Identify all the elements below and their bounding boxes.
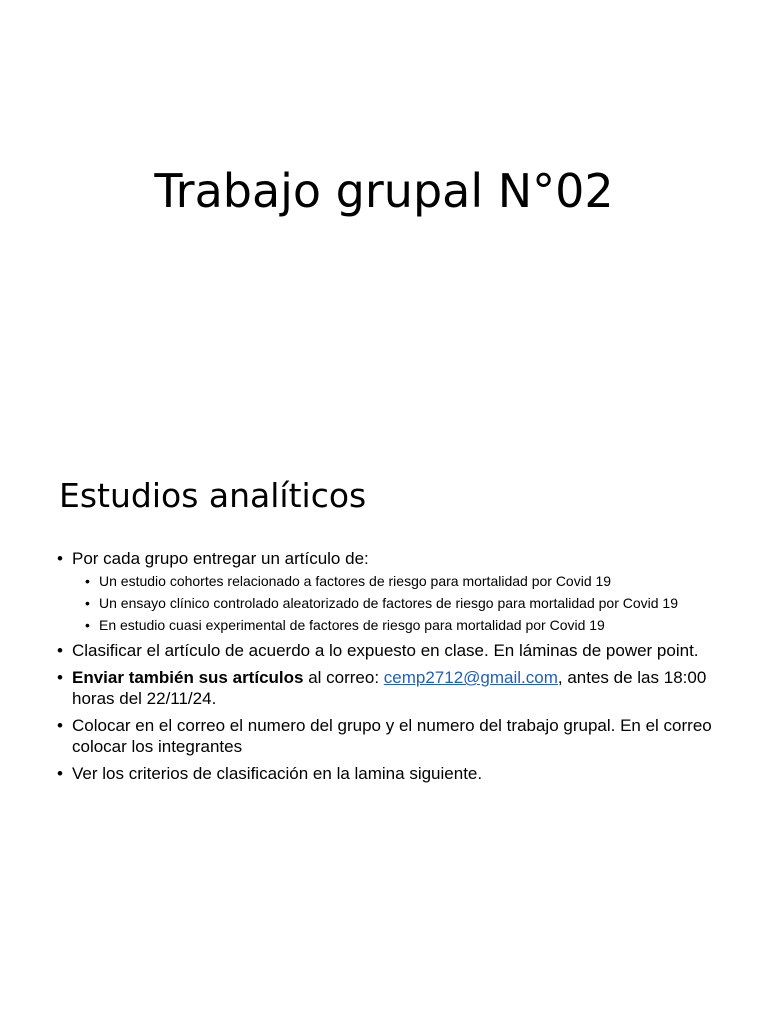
sub-bullet-list — [72, 572, 716, 634]
bullet-list — [56, 548, 716, 784]
sub-bullet-item-2: • Un ensayo clínico controlado aleatorizado de factores de riesgo para mortalidad por Covid 19 — [83, 594, 716, 612]
bullet-text: Por cada grupo entregar un artículo de: — [72, 549, 369, 568]
email-link[interactable]: cemp2712@gmail.com — [383, 668, 558, 687]
bullet-item-4: • Colocar en el correo el numero del grupo y el numero del trabajo grupal. En el correo colocar los integrantes — [56, 715, 716, 757]
slide-1-title: Trabajo grupal N°02 — [154, 164, 614, 218]
bullet-item-1 — [56, 548, 716, 634]
bullet-text: , antes de las 18:00 horas del 22/11/24. — [72, 668, 707, 708]
slide-1 — [0, 0, 768, 384]
bullet-item-2: • Clasificar el artículo de acuerdo a lo expuesto en clase. En láminas de power point. — [56, 640, 716, 661]
bold-text: Enviar también sus artículos — [72, 668, 304, 687]
sub-bullet-item-1: • Un estudio cohortes relacionado a factores de riesgo para mortalidad por Covid 19 — [83, 572, 716, 590]
bullet-item-5: • Ver los criterios de clasificación en la lamina siguiente. — [56, 763, 716, 784]
bullet-item-3 — [56, 667, 716, 709]
slide-2-content — [56, 548, 716, 790]
slide-2-title: Estudios analíticos — [59, 476, 367, 515]
sub-bullet-item-3: • En estudio cuasi experimental de factores de riesgo para mortalidad por Covid 19 — [83, 616, 716, 634]
bullet-text: al correo: — [303, 668, 384, 687]
slide-2 — [0, 432, 768, 1008]
